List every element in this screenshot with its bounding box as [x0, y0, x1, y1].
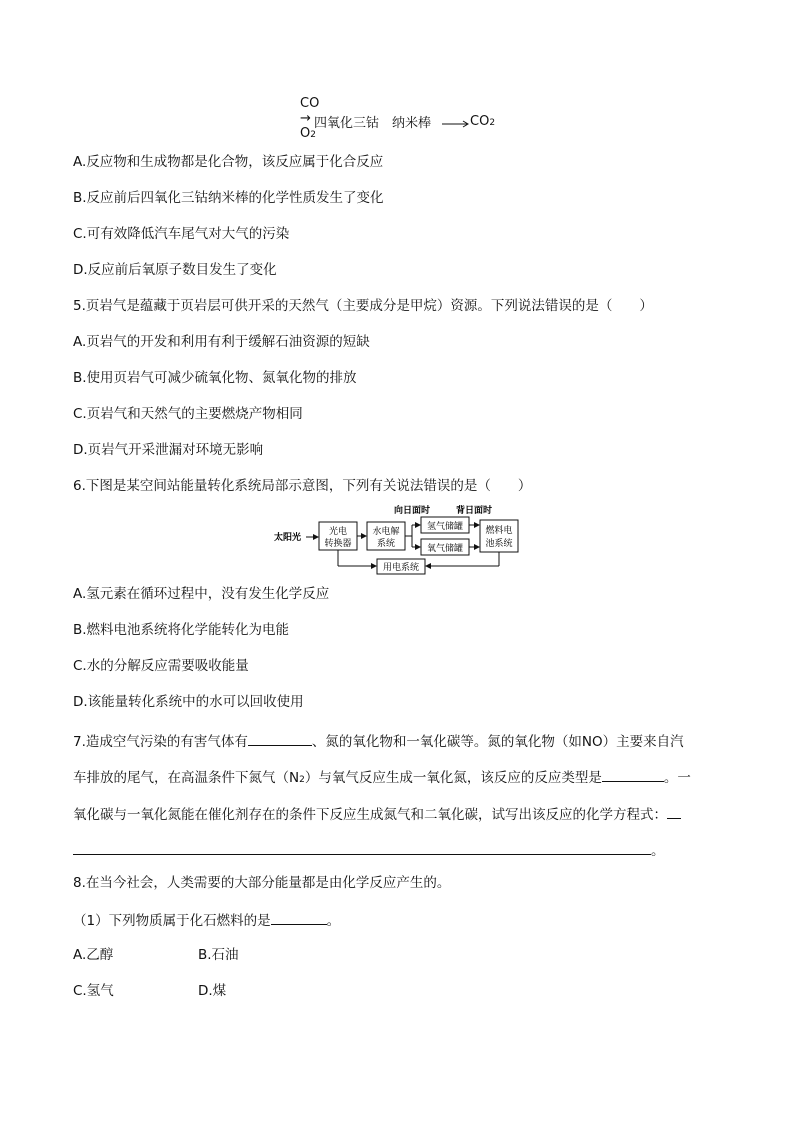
q4-option-a: A.反应物和生成物都是化合物，该反应属于化合反应 [73, 154, 384, 170]
reactant-o2: O2 [300, 126, 316, 141]
q7-line-4: 。 [73, 840, 665, 860]
o2-tank-label: 氧气储罐 [426, 544, 464, 554]
q5-stem: 5.页岩气是蕴藏于页岩层可供开采的天然气（主要成分是甲烷）资源。下列说法错误的是（ ） [73, 298, 653, 314]
reactant-co: CO [300, 96, 320, 111]
q6-option-a: A.氢元素在循环过程中，没有发生化学反应 [73, 586, 330, 602]
q7-blank-3b[interactable] [73, 840, 651, 855]
label-sun-side: 向日面时 [394, 506, 431, 516]
q8-option-b: B.石油 [198, 947, 239, 963]
fuel-cell-label-2: 池系统 [485, 539, 513, 549]
q8-option-a: A.乙醇 [73, 947, 114, 963]
label-back-side: 背日面时 [456, 506, 493, 516]
q6-option-b: B.燃料电池系统将化学能转化为电能 [73, 622, 290, 638]
q5-option-d: D.页岩气开采泄漏对环境无影响 [73, 442, 264, 458]
q5-option-a: A.页岩气的开发和利用有利于缓解石油资源的短缺 [73, 334, 370, 350]
catalyst-label: 四氧化三钴 纳米棒 [314, 116, 432, 131]
h2-tank-label: 氢气储罐 [426, 522, 464, 532]
power-use-label: 用电系统 [382, 563, 420, 573]
q7-blank-3a[interactable] [667, 804, 681, 819]
q6-option-c: C.水的分解反应需要吸收能量 [73, 658, 249, 674]
fuel-cell-label-1: 燃料电 [485, 526, 513, 536]
q7-line-3: 氧化碳与一氧化氮能在催化剂存在的条件下反应生成氮气和二氧化碳，试写出该反应的化学方程式： [73, 804, 681, 824]
q8-option-d: D.煤 [198, 983, 227, 999]
q7-line-1: 7.造成空气污染的有害气体有 、氮的氧化物和一氧化碳等。氮的氧化物（如NO）主要来自汽 [73, 731, 684, 751]
q5-option-b: B.使用页岩气可减少硫氧化物、氮氧化物的排放 [73, 370, 357, 386]
q8-option-c: C.氢气 [73, 983, 114, 999]
product-co2: CO2 [470, 114, 496, 129]
q4-option-c: C.可有效降低汽车尾气对大气的污染 [73, 226, 290, 242]
electrolysis-label-2: 系统 [376, 539, 396, 549]
q6-stem: 6.下图是某空间站能量转化系统局部示意图，下列有关说法错误的是（ ） [73, 478, 532, 494]
q7-blank-2[interactable] [602, 767, 664, 782]
q7-blank-1[interactable] [248, 731, 312, 746]
q8-blank-1[interactable] [271, 910, 327, 925]
pv-label-1: 光电 [328, 527, 348, 537]
q8-stem: 8.在当今社会，人类需要的大部分能量都是由化学反应产生的。 [73, 875, 451, 891]
sunlight-label: 太阳光 [274, 533, 302, 543]
reaction-arrow-symbol: → [300, 111, 311, 126]
pv-label-2: 转换器 [324, 539, 352, 549]
q5-option-c: C.页岩气和天然气的主要燃烧产物相同 [73, 406, 303, 422]
energy-system-diagram [270, 503, 530, 575]
q6-option-d: D.该能量转化系统中的水可以回收使用 [73, 694, 304, 710]
q7-line-2: 车排放的尾气，在高温条件下氮气（N2）与氧气反应生成一氧化氮，该反应的反应类型是 。一 [73, 767, 691, 789]
q4-option-d: D.反应前后氧原子数目发生了变化 [73, 262, 277, 278]
reaction-arrow-icon [442, 120, 472, 128]
q4-option-b: B.反应前后四氧化三钴纳米棒的化学性质发生了变化 [73, 190, 384, 206]
q8-sub1: （1）下列物质属于化石燃料的是 。 [73, 910, 340, 930]
reaction-equation [298, 96, 508, 146]
electrolysis-label-1: 水电解 [372, 527, 400, 537]
